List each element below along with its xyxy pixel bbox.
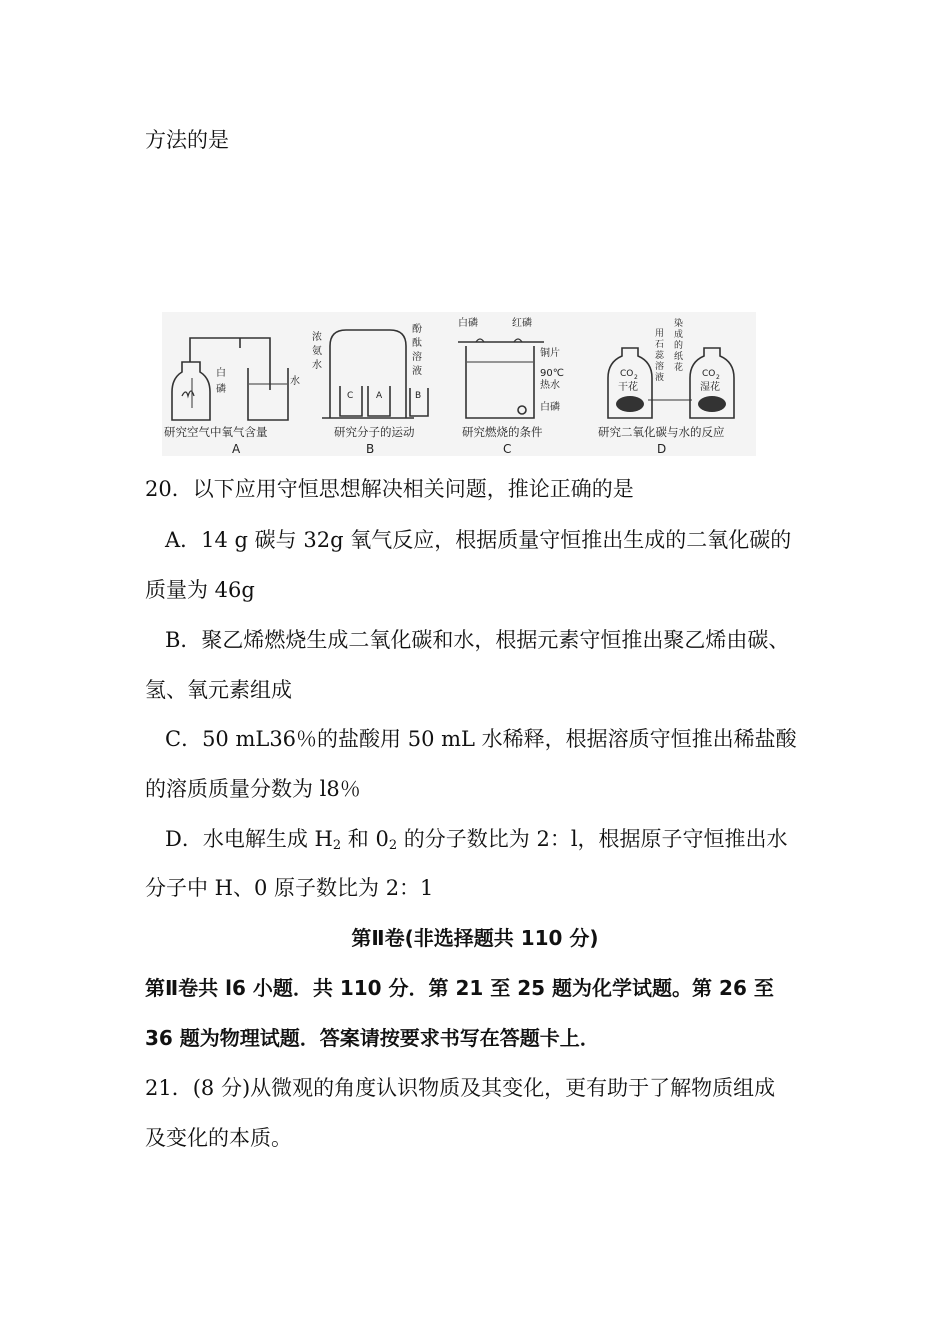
caption-a: 研究空气中氧气含量: [164, 425, 268, 439]
label-b-1: 浓: [312, 332, 322, 343]
panel-letter-a: A: [232, 442, 241, 456]
label-a-2: 磷: [216, 384, 226, 395]
experiment-figure: [162, 312, 756, 456]
label-d-9: 纸: [674, 352, 684, 362]
label-c-5: 热水: [540, 380, 560, 391]
q20-option-c-line1: C．50 mL36％的盐酸用 50 mL 水稀释，根据溶质守恒推出稀盐酸: [165, 727, 797, 751]
q20-stem: 20．以下应用守恒思想解决相关问题，推论正确的是: [145, 477, 634, 501]
label-d-dry-flower: 干花: [618, 382, 638, 393]
q20-option-a-line1: A．14 g 碳与 32g 氧气反应，根据质量守恒推出生成的二氧化碳的: [165, 528, 792, 552]
label-d-1: 用: [655, 329, 665, 339]
label-b-beaker-a: A: [376, 391, 383, 401]
label-d-10: 花: [674, 363, 684, 373]
q20-option-b-line2: 氢、氧元素组成: [145, 678, 292, 702]
q20-option-d-line1: D．水电解生成 $H_2$ 和 $0_2$ 的分子数比为 2：l，根据原子守恒推出水: [165, 827, 788, 853]
label-c-4: 90℃: [540, 368, 564, 379]
label-d-6: 染: [674, 319, 684, 329]
label-d-wet-flower: 湿花: [700, 382, 720, 393]
label-d-co2-1-sub: 2: [634, 374, 638, 381]
label-d-5: 液: [655, 373, 665, 383]
caption-b: 研究分子的运动: [334, 425, 415, 439]
panel-letter-b: B: [366, 442, 375, 456]
label-d-7: 成: [674, 330, 684, 340]
label-a-3: 水: [290, 376, 300, 387]
label-c-2: 红磷: [512, 318, 532, 329]
label-d-3: 蕊: [655, 351, 665, 361]
label-b-4: 酚: [412, 324, 422, 335]
label-b-beaker-b: B: [415, 391, 422, 401]
label-c-1: 白磷: [458, 318, 478, 329]
label-d-8: 的: [674, 341, 684, 351]
q21-line2: 及变化的本质。: [145, 1126, 292, 1150]
section-title: 第Ⅱ卷(非选择题共 110 分): [351, 926, 599, 950]
q20-option-c-line2: 的溶质质量分数为 l8％: [145, 777, 361, 801]
q20-option-d-line2: 分子中 H、0 原子数比为 2：1: [145, 876, 434, 900]
label-b-6: 溶: [412, 352, 422, 363]
panel-letter-d: D: [657, 442, 667, 456]
label-d-4: 溶: [655, 362, 665, 372]
label-d-co2-1: CO: [620, 369, 634, 379]
label-b-5: 酞: [412, 338, 422, 349]
label-b-3: 水: [312, 360, 322, 371]
label-c-6: 白磷: [540, 402, 560, 413]
label-b-beaker-c: C: [347, 391, 354, 401]
caption-d: 研究二氧化碳与水的反应: [598, 425, 725, 439]
q20-option-a-line2: 质量为 46g: [145, 578, 255, 602]
question-stem-continuation: 方法的是: [145, 128, 229, 152]
label-c-3: 铜片: [540, 348, 560, 359]
section-info-line2: 36 题为物理试题．答案请按要求书写在答题卡上．: [145, 1026, 600, 1050]
label-d-co2-2-sub: 2: [716, 374, 720, 381]
label-a-1: 白: [216, 368, 226, 379]
label-d-2: 石: [655, 340, 665, 350]
caption-c: 研究燃烧的条件: [462, 425, 543, 439]
panel-letter-c: C: [503, 442, 512, 456]
q20-option-b-line1: B．聚乙烯燃烧生成二氧化碳和水，根据元素守恒推出聚乙烯由碳、: [165, 628, 790, 652]
section-info-line1: 第Ⅱ卷共 l6 小题．共 110 分．第 21 至 25 题为化学试题。第 26 至: [145, 976, 774, 1000]
label-d-co2-2: CO: [702, 369, 716, 379]
q21-line1: 21．(8 分)从微观的角度认识物质及其变化，更有助于了解物质组成: [145, 1076, 776, 1100]
label-b-2: 氨: [312, 346, 322, 357]
label-b-7: 液: [412, 366, 422, 377]
